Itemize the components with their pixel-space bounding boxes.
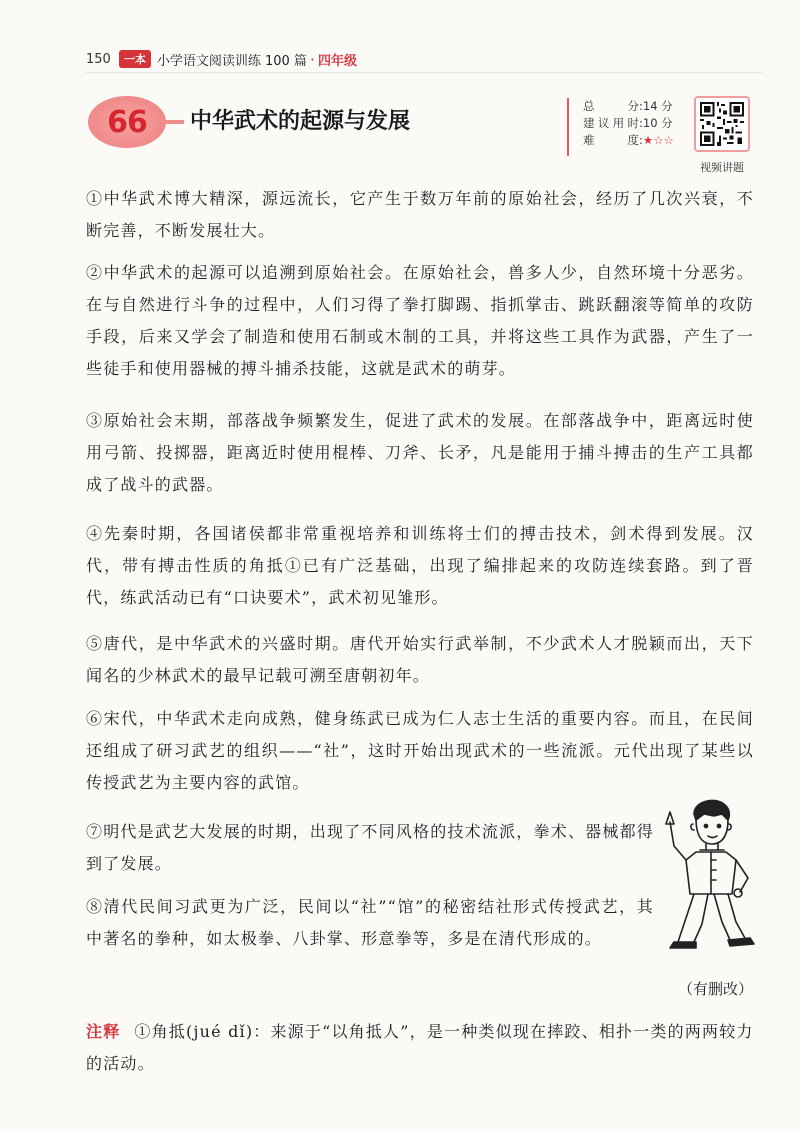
header-divider xyxy=(86,72,762,73)
paragraph-5: ⑤唐代，是中华武术的兴盛时期。唐代开始实行武举制，不少武术人才脱颖而出，天下闻名的少林武术的最早记载可溯至唐朝初年。 xyxy=(86,634,754,685)
score-value: :14 分 xyxy=(639,99,673,113)
series-title: 小学语文阅读训练 100 篇 xyxy=(156,53,307,69)
note-text: ①角抵(jué dǐ)：来源于“以角抵人”，是一种类似现在摔跤、相扑一类的两两较力的活动。 xyxy=(86,1022,754,1073)
page-number: 150 xyxy=(86,51,111,67)
paragraph-2: ②中华武术的起源可以追溯到原始社会。在原始社会，兽多人少，自然环境十分恶劣。在与自然进行斗争的过程中，人们习得了拳打脚踢、指抓掌击、跳跃翻滚等简单的攻防手段，后来又学会了制造和使用石制或木制的工具，并将这些工具作为武器，产生了一些徒手和使用器械的搏斗捕杀技能，这就是武术的萌芽。 xyxy=(86,263,754,378)
note-tag: 注释 xyxy=(86,1022,121,1041)
page-header xyxy=(86,48,357,70)
difficulty-prefix: : xyxy=(639,133,643,147)
time-label: 建议用时 xyxy=(583,116,639,130)
paragraph-8: ⑧清代民间习武更为广泛，民间以“社”“馆”的秘密结社形式传授武艺，其中著名的拳种，如太极拳、八卦掌、形意拳等，多是在清代形成的。 xyxy=(86,897,654,948)
difficulty-row xyxy=(569,132,691,149)
brand-logo: 一本 xyxy=(119,50,151,68)
star-filled-icon: ★ xyxy=(642,133,654,147)
difficulty-label: 难 度 xyxy=(583,133,639,147)
lesson-number-badge: 66 xyxy=(88,96,166,148)
time-value: :10 分 xyxy=(639,116,673,130)
lesson-title: 中华武术的起源与发展 xyxy=(190,109,411,134)
paragraph-6: ⑥宋代，中华武术走向成熟，健身练武已成为仁人志士生活的重要内容。而且，在民间还组成了研习武艺的组织——“社”，这时开始出现武术的一些流派。元代出现了某些以传授武艺为主要内容的武馆。 xyxy=(86,709,754,792)
score-label: 总 分 xyxy=(583,99,639,113)
paragraph-1: ①中华武术博大精深，源远流长，它产生于数万年前的原始社会，经历了几次兴衰，不断完善，不断发展壮大。 xyxy=(86,189,754,240)
separator-dot: · xyxy=(309,49,315,69)
grade-label: 四年级 xyxy=(318,53,358,69)
source-credit: （有删改） xyxy=(678,980,754,998)
footnote xyxy=(86,1016,754,1080)
qr-caption: 视频讲题 xyxy=(700,161,744,174)
paragraph-3: ③原始社会末期，部落战争频繁发生，促进了武术的发展。在部落战争中，距离远时使用弓箭、投掷器，距离近时使用棍棒、刀斧、长矛，凡是能用于捕斗搏击的生产工具都成了战斗的武器。 xyxy=(86,411,754,494)
star-empty-icon: ☆☆ xyxy=(653,133,674,147)
paragraph-7: ⑦明代是武艺大发展的时期，出现了不同风格的技术流派，拳术、器械都得到了发展。 xyxy=(86,822,654,873)
time-row xyxy=(569,115,691,132)
badge-tail xyxy=(162,120,184,124)
lesson-info-box xyxy=(567,98,691,156)
qr-code-icon[interactable] xyxy=(694,96,750,152)
martial-arts-boy-illustration xyxy=(656,792,766,954)
paragraph-4: ④先秦时期，各国诸侯都非常重视培养和训练将士们的搏击技术，剑术得到发展。汉代，带有搏击性质的角抵①已有广泛基础，出现了编排起来的攻防连续套路。到了晋代，练武活动已有“口诀要术”，武术初见雏形。 xyxy=(86,524,754,607)
score-row xyxy=(569,98,691,115)
